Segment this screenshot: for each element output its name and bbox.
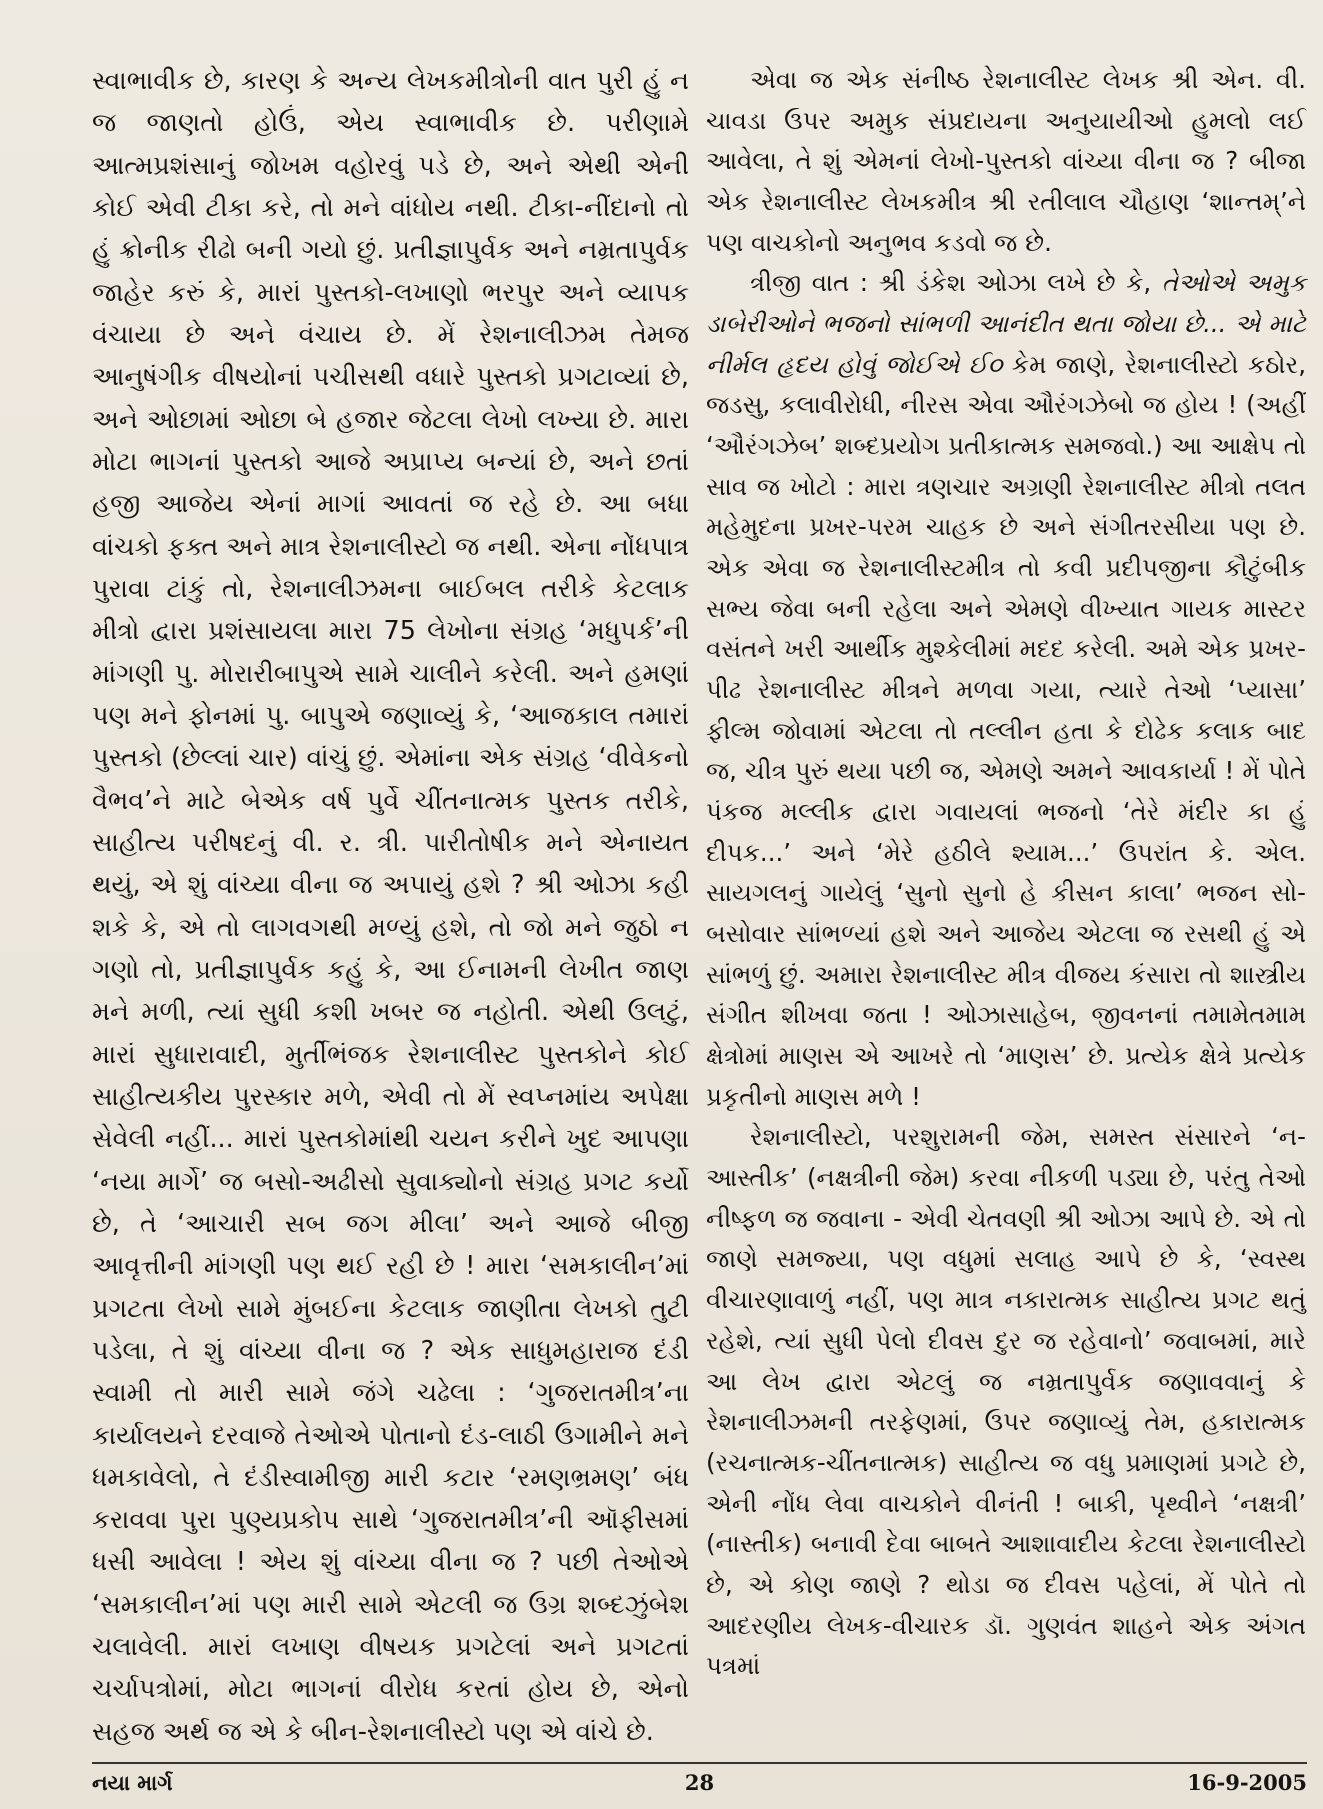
body-paragraph: એવા જ એક સંનીષ્ઠ રેશનાલીસ્ટ લેખક શ્રી એન. વી. ચાવડા ઉપર અમુક સંપ્રદાયના અનુયાયીઓ હુમલો લઈ આવેલા, તે શું એમનાં લેખો-પુસ્તકો વાંચ્યા વીના જ ? બીજા એક રેશનાલીસ્ટ લેખકમીત્ર શ્રી રતીલાલ ચૌહાણ ‘શાન્તમ્’ને પણ વાચકોનો અનુભવ કડવો જ છે. (706, 65, 1306, 257)
footer-rule (92, 1762, 1307, 1764)
page-footer (92, 1770, 1307, 1802)
left-column (92, 60, 689, 1753)
page-number: 28 (684, 1770, 715, 1795)
paragraph-lead: ત્રીજી વાત : શ્રી ડંકેશ ઓઝા લખે છે કે, (750, 268, 1162, 298)
body-paragraph: સ્વાભાવીક છે, કારણ કે અન્ય લેખકમીત્રોની વાત પુરી હું ન જ જાણતો હોઉં, એય સ્વાભાવીક છે. પરીણામે આત્મપ્રશંસાનું જોખમ વહોરવું પડે છે, અને એથી એની કોઈ એવી ટીકા કરે, તો મને વાંધોય નથી. ટીકા-નીંદાનો તો હું ક્રોનીક રીઢો બની ગયો છું. પ્રતીજ્ઞાપુર્વક અને નમ્રતાપુર્વક જાહેર કરું કે, મારાં પુસ્તકો-લખાણો ભરપુર અને વ્યાપક વંચાયા છે અને વંચાય છે. મેં રેશનાલીઝમ તેમજ આનુષંગીક વીષયોનાં પચીસથી વધારે પુસ્તકો પ્રગટાવ્યાં છે, અને ઓછામાં ઓછા બે હજાર જેટલા લેખો લખ્યા છે. મારા મોટા ભાગનાં પુસ્તકો આજે અપ્રાપ્ય બન્યાં છે, અને છતાં હજી આજેય એનાં માગાં આવતાં જ રહે છે. આ બધા વાંચકો ફક્ત અને માત્ર રેશનાલીસ્ટો જ નથી. એના નોંધપાત્ર પુરાવા ટાંકું તો, રેશનાલીઝમના બાઈબલ તરીકે કેટલાક મીત્રો દ્વારા પ્રશંસાયલા મારા 75 લેખોના સંગ્રહ ‘મધુપર્ક’ની માંગણી પુ. મોરારીબાપુએ સામે ચાલીને કરેલી. અને હમણાં પણ મને ફોનમાં પુ. બાપુએ જણાવ્યું કે, ‘આજકાલ તમારાં પુસ્તકો (છેલ્લાં ચાર) વાંચું છું. એમાંના એક સંગ્રહ ‘વીવેકનો વૈભવ’ને માટે બેએક વર્ષ પુર્વે ચીંતનાત્મક પુસ્તક તરીકે, સાહીત્ય પરીષદનું વી. ર. ત્રી. પારીતોષીક મને એનાયત થયું, એ શું વાંચ્યા વીના જ અપાયું હશે ? શ્રી ઓઝા કહી શકે કે, એ તો લાગવગથી મળ્યું હશે, તો જો મને જુઠો ન ગણો તો, પ્રતીજ્ઞાપુર્વક કહું કે, આ ઈનામની લેખીત જાણ મને મળી, ત્યાં સુધી કશી ખબર જ નહોતી. એથી ઉલટું, મારાં સુધારાવાદી, મુર્તીભંજક રેશનાલીસ્ટ પુસ્તકોને કોઈ સાહીત્યકીય પુરસ્કાર મળે, એવી તો મેં સ્વપ્નમાંય અપેક્ષા સેવેલી નહીં... મારાં પુસ્તકોમાંથી ચયન કરીને ખુદ આપણા ‘નયા માર્ગે’ જ બસો-અઢીસો સુવાક્યોનો સંગ્રહ પ્રગટ કર્યો છે, તે ‘આચારી સબ જગ મીલા’ અને આજે બીજી આવૃત્તીની માંગણી પણ થઈ રહી છે ! મારા ‘સમકાલીન’માં પ્રગટતા લેખો સામે મુંબઈના કેટલાક જાણીતા લેખકો તુટી પડેલા, તે શું વાંચ્યા વીના જ ? એક સાધુમહારાજ દંડી સ્વામી તો મારી સામે જંગે ચઢેલા : ‘ગુજરાતમીત્ર’ના કાર્યાલયને દરવાજે તેઓએ પોતાનો દંડ-લાઠી ઉગામીને મને ધમકાવેલો, તે દંડીસ્વામીજી મારી કટાર ‘રમણભ્રમણ’ બંધ કરાવવા પુરા પુણ્યપ્રકોપ સાથે ‘ગુજરાતમીત્ર’ની ઑફીસમાં ધસી આવેલા ! એય શું વાંચ્યા વીના જ ? પછી તેઓએ ‘સમકાલીન’માં પણ મારી સામે એટલી જ ઉગ્ર શબ્દઝુંબેશ ચલાવેલી. મારાં લખાણ વીષયક પ્રગટેલાં અને પ્રગટતાં ચર્ચાપત્રોમાં, મોટા ભાગનાં વીરોધ કરતાં હોય છે, એનો સહજ અર્થ જ એ કે બીન-રેશનાલીસ્ટો પણ એ વાંચે છે. (92, 66, 689, 1747)
issue-date: 16-9-2005 (1187, 1770, 1307, 1795)
italic-quote: તેઓએ અમુક ડાબેરીઓને ભજનો સાંભળી આનંદીત થતા જોયા છે... એ માટે નીર્મલ હૃદય હોવું જોઈએ ઈ૦ (706, 268, 1307, 379)
paragraph-continuation: કેમ જાણે, રેશનાલીસ્ટો કઠોર, જડસુ, કલાવીરોધી, નીરસ એવા ઔરંગઝેબો જ હોય ! (અહીં ‘ઔરંગઝેબ’ શબ્દપ્રયોગ પ્રતીકાત્મક સમજવો.) આ આક્ષેપ તો સાવ જ ખોટો : મારા ત્રણચાર અગ્રણી રેશનાલીસ્ટ મીત્રો તલત મહેમુદના પ્રખર-પરમ ચાહક છે અને સંગીતરસીયા પણ છે. એક એવા જ રેશનાલીસ્ટમીત્ર તો કવી પ્રદીપજીના કૌટુંબીક સભ્ય જેવા બની રહેલા અને એમણે વીખ્યાત ગાયક માસ્ટર વસંતને ખરી આર્થીક મુશ્કેલીમાં મદદ કરેલી. અમે એક પ્રખર-પીઢ રેશનાલીસ્ટ મીત્રને મળવા ગયા, ત્યારે તેઓ ‘પ્યાસા’ ફીલ્મ જોવામાં એટલા તો તલ્લીન હતા કે દોઢેક કલાક બાદ જ, ચીત્ર પુરું થયા પછી જ, એમણે અમને આવકાર્યા ! મેં પોતે પંકજ મલ્લીક દ્વારા ગવાયલાં ભજનો ‘તેરે મંદીર કા હું દીપક...’ અને ‘મેરે હઠીલે શ્યામ...’ ઉપરાંત કે. એલ. સાયગલનું ગાયેલું ‘સુનો સુનો હે કીસન કાલા’ ભજન સો-બસોવાર સાંભળ્યાં હશે અને આજેય એટલા જ રસથી હું એ સાંભળું છું. અમારા રેશનાલીસ્ટ મીત્ર વીજય કંસારા તો શાસ્ત્રીય સંગીત શીખવા જતા ! ઓઝાસાહેબ, જીવનનાં તમામેતમામ ક્ષેત્રોમાં માણસ એ આખરે તો ‘માણસ’ છે. પ્રત્યેક ક્ષેત્રે પ્રત્યેક પ્રકૃતીનો માણસ મળે ! (706, 349, 1306, 1111)
body-paragraph: રેશનાલીસ્ટો, પરશુરામની જેમ, સમસ્ત સંસારને ‘ન-આસ્તીક’ (નક્ષત્રીની જેમ) કરવા નીકળી પડ્યા છે, પરંતુ તેઓ નીષ્ફળ જ જવાના - એવી ચેતવણી શ્રી ઓઝા આપે છે. એ તો જાણે સમજ્યા, પણ વધુમાં સલાહ આપે છે કે, ‘સ્વસ્થ વીચારણાવાળું નહીં, પણ માત્ર નકારાત્મક સાહીત્ય પ્રગટ થતું રહેશે, ત્યાં સુધી પેલો દીવસ દુર જ રહેવાનો’ જવાબમાં, મારે આ લેખ દ્વારા એટલું જ નમ્રતાપુર્વક જણાવવાનું કે રેશનાલીઝમની તરફેણમાં, ઉપર જણાવ્યું તેમ, હકારાત્મક (રચનાત્મક-ચીંતનાત્મક) સાહીત્ય જ વધુ પ્રમાણમાં પ્રગટે છે, એની નોંધ લેવા વાચકોને વીનંતી ! બાકી, પૃથ્વીને ‘નક્ષત્રી’ (નાસ્તીક) બનાવી દેવા બાબતે આશાવાદીય કેટલા રેશનાલીસ્ટો છે, એ કોણ જાણે ? થોડા જ દીવસ પહેલાં, મેં પોતે તો આદરણીય લેખક-વીચારક ડૉ. ગુણવંત શાહને એક અંગત પત્રમાં (706, 1122, 1306, 1681)
body-paragraph (706, 263, 1306, 1117)
right-column (706, 60, 1306, 1687)
publication-name: નયા માર્ગ (92, 1770, 173, 1795)
